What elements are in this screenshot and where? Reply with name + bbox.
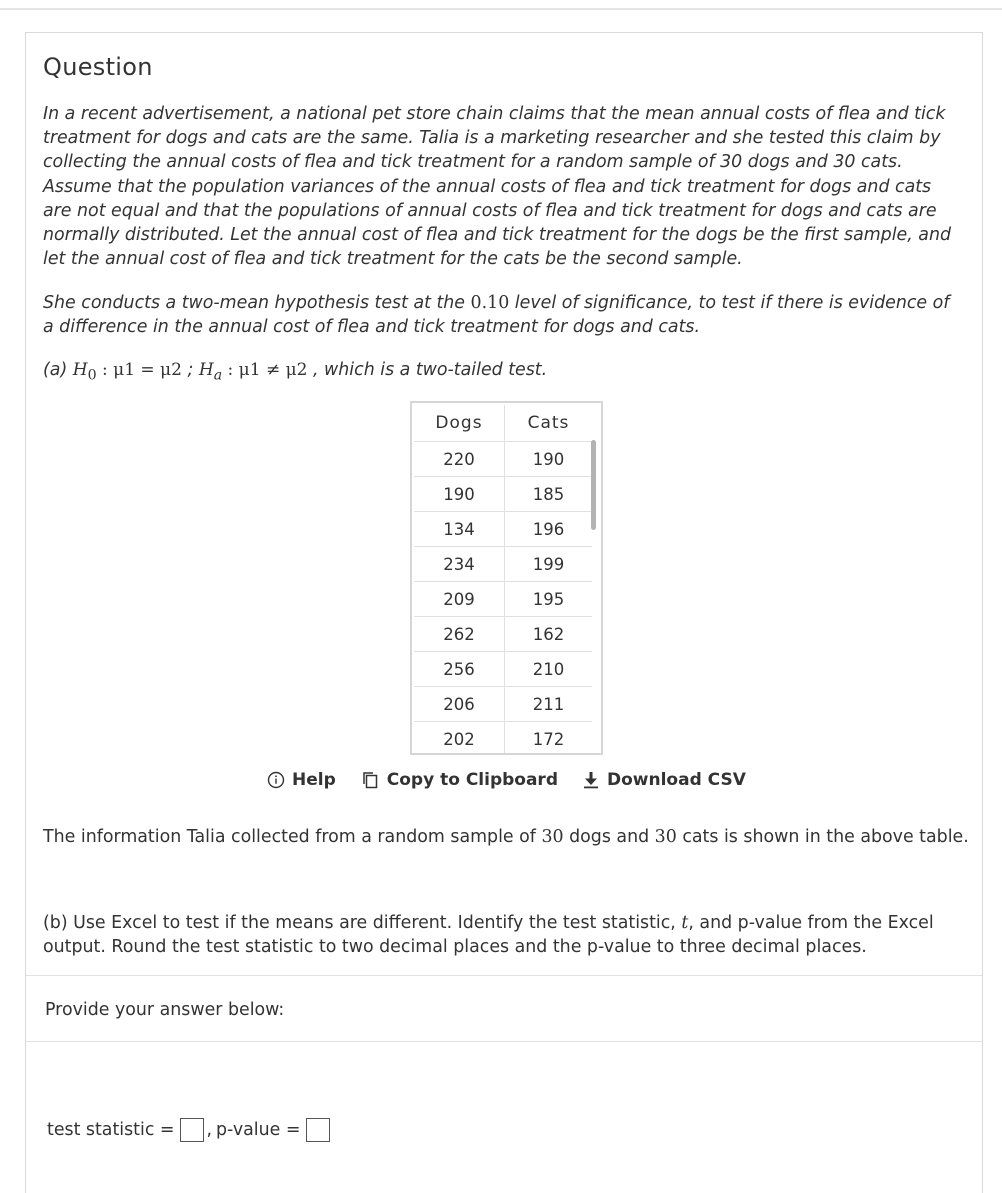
table-row <box>414 617 592 652</box>
cats-cell: 211 <box>505 687 593 722</box>
info-icon <box>267 771 285 789</box>
cats-cell: 210 <box>505 652 593 687</box>
cats-cell: 196 <box>505 512 593 547</box>
hypothesis-suffix: , which is a two-tailed test. <box>307 360 548 380</box>
intro-paragraph: In a recent advertisement, a national pet store chain claims that the mean annual costs of flea and tick treatment for dogs and cats are the same. Talia is a marketing researcher and she tested this claim by collecting the annual costs of flea and tick treatment for a random sample of 30 dogs and 30 cats. Assume that the population variances of the annual costs of flea and tick treatment for dogs and cats are not equal and that the populations of annual costs of flea and tick treatment for dogs and cats are normally distributed. Let the annual cost of flea and tick treatment for the dogs be the first sample, and let the annual cost of flea and tick treatment for the cats be the second sample. <box>43 104 952 270</box>
dogs-cell: 220 <box>414 442 505 477</box>
provide-answer-label: Provide your answer below: <box>45 1000 285 1020</box>
copy-icon <box>360 770 380 790</box>
download-icon <box>582 771 600 789</box>
table-row <box>414 477 592 512</box>
download-csv-button[interactable] <box>582 770 746 790</box>
section-divider <box>26 1041 982 1042</box>
table-header-row <box>414 405 592 442</box>
dogs-sample-size: 30 <box>541 827 564 847</box>
cats-cell: 190 <box>505 442 593 477</box>
test-statistic-input[interactable] <box>180 1118 204 1142</box>
question-title: Question <box>43 53 153 81</box>
copy-to-clipboard-button[interactable] <box>360 770 558 790</box>
test-paragraph <box>43 291 958 339</box>
table-row <box>414 512 592 547</box>
table-row <box>414 547 592 582</box>
cats-cell: 195 <box>505 582 593 617</box>
top-divider <box>0 8 1002 10</box>
ha-relation: : μ1 ≠ μ2 <box>222 360 308 380</box>
dogs-cell: 209 <box>414 582 505 617</box>
significance-level: 0.10 <box>470 293 510 313</box>
pvalue-label: p-value = <box>216 1120 301 1140</box>
copy-label: Copy to Clipboard <box>386 770 558 790</box>
table-row <box>414 722 592 756</box>
dogs-cell: 256 <box>414 652 505 687</box>
pvalue-input[interactable] <box>306 1118 330 1142</box>
test-statistic-label: test statistic = <box>47 1120 175 1140</box>
h0-symbol: H <box>72 360 88 380</box>
part-b-before: (b) Use Excel to test if the means are different. Identify the test statistic, <box>43 913 682 933</box>
dogs-cell: 190 <box>414 477 505 512</box>
cats-cell: 162 <box>505 617 593 652</box>
dogs-cell: 206 <box>414 687 505 722</box>
column-header-cats: Cats <box>505 405 593 442</box>
cats-sample-size: 30 <box>654 827 677 847</box>
cats-cell: 172 <box>505 722 593 756</box>
question-card <box>25 32 983 1193</box>
hypothesis-separator: ; <box>181 360 199 380</box>
part-b-after: , and p-value from the Excel output. Round the test statistic to two decimal places and the p-value to three decimal places. <box>43 913 934 957</box>
answer-separator: , <box>206 1120 213 1140</box>
hypotheses-line <box>43 360 547 383</box>
dogs-cell: 202 <box>414 722 505 756</box>
data-table-container[interactable] <box>410 401 603 755</box>
table-row <box>414 442 592 477</box>
data-table <box>414 405 592 755</box>
help-label: Help <box>292 770 336 790</box>
part-b-instructions <box>43 911 973 959</box>
cats-cell: 185 <box>505 477 593 512</box>
dogs-cell: 234 <box>414 547 505 582</box>
table-row <box>414 652 592 687</box>
dogs-cell: 262 <box>414 617 505 652</box>
null-hypothesis <box>72 360 182 384</box>
section-divider <box>26 975 982 976</box>
info-sentence <box>43 825 973 849</box>
h0-subscript: 0 <box>87 367 97 384</box>
table-scrollbar-thumb[interactable] <box>591 440 596 530</box>
alternative-hypothesis <box>198 360 308 384</box>
test-paragraph-after: level of significance, to test if there is evidence of a difference in the annual cost of flea and tick treatment for dogs and cats. <box>43 293 950 338</box>
download-label: Download CSV <box>607 770 746 790</box>
ha-subscript: a <box>213 367 223 384</box>
table-row <box>414 582 592 617</box>
column-header-dogs: Dogs <box>414 405 505 442</box>
t-symbol: t <box>681 913 689 933</box>
answer-row <box>47 1118 332 1142</box>
ha-symbol: H <box>198 360 214 380</box>
info-before: The information Talia collected from a random sample of <box>43 827 542 847</box>
dogs-cell: 134 <box>414 512 505 547</box>
table-row <box>414 687 592 722</box>
info-after: cats is shown in the above table. <box>676 827 969 847</box>
part-a-label: (a) <box>43 360 73 380</box>
cats-cell: 199 <box>505 547 593 582</box>
info-middle: dogs and <box>563 827 655 847</box>
table-toolbar <box>267 768 770 792</box>
test-paragraph-before: She conducts a two-mean hypothesis test at the <box>43 293 471 313</box>
h0-relation: : μ1 = μ2 <box>96 360 182 380</box>
help-button[interactable] <box>267 770 336 790</box>
